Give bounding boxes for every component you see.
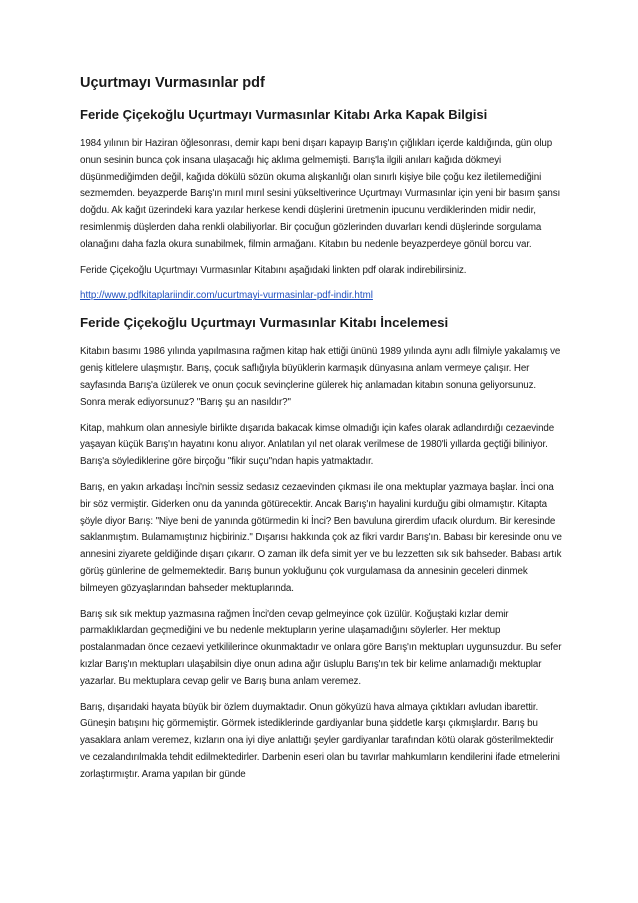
paragraph-back-cover: 1984 yılının bir Haziran öğlesonrası, demir kapı beni dışarı kapayıp Barış'ın çığlıkları içerde kaldığında, gün olup onun sesinin bunca çok insana ulaşacağı hiç aklıma gelmemişti. Barış'la ilgili anıları kağıda dökmeyi düşünmediğimden değil, kağıda dökülü sözün okuma alışkanlığı olan sınırlı kişiye bile çoğu kez iletilemediğini sezmemden. beyazperde Barış'ın mırıl mırıl sesini yükseltiverince Uçurtmayı Vurmasınlar için yeni bir basım şansı doğdu. Ak kağıt üzerindeki kara yazılar herkese kendi düşlerini üretmenin ipucunu verdiklerinden midir nedir, resimlenmiş düşlerden daha renkli olabiliyorlar. Bir çocuğun gözlerinden duvarları kendi düşlerinde sorgulama olanağını daha fazla okura sunabilmek, filmin armağanı. Kitabın bu nedenle beyazperdeye gönül borcu var. [80,138,561,250]
paragraph-review-2: Kitap, mahkum olan annesiyle birlikte dışarıda bakacak kimse olmadığı için kafes olarak adlandırdığı cezaevinde yaşayan küçük Barış'ın hayatını konu alıyor. Anlatılan yıl net olarak verilmese de 1980'li yıllarda geçtiği biliniyor. Barış'a söylediklerine göre birçoğu "fikir suçu"ndan hapis yatmaktadır. [80,422,555,468]
paragraph-review-3: Barış, en yakın arkadaşı İnci'nin sessiz sedasız cezaevinden çıkması ile ona mektuplar yazmaya başlar. İnci ona bir söz vermiştir. Giderken onu da yanında götürecektir. Ancak Barış'ın hayalini kurduğu gibi olmamıştır. Kitapta şöyle diyor Barış: "Niye beni de yanında götürmedin ki İnci? Ben bavuluna girerdim ufacık olurdum. Bir keresinde saklanmıştım. Bulamamıştınız hiçbiriniz." Dışarısı hakkında çok az fikri vardır Barış'ın. Babası bir keresinde onu ve annesini ziyarete geldiğinde dışarı çıkarır. O zaman ilk defa simit yer ve bu lezzetten sık sık bahseder. Babası artık görüş günlerine de gelmemektedir. Barış bunun yokluğunu çok vurgulamasa da annesinin geceleri dinmek bilmeyen gözyaşlarından bahseder mektuplarında. [80,481,562,594]
paragraph-review-1: Kitabın basımı 1986 yılında yapılmasına rağmen kitap hak ettiği ününü 1989 yılında aynı adlı filmiyle yakalamış ve geniş kitlelere ulaşmıştır. Barış, çocuk saflığıyla büyüklerin karmaşık dünyasına anlam vermeye çalışır. Her sayfasında Barış'a üzülerek ve onun çocuk sevinçlerine gülerek hiç anlamadan kitabın sonuna geliyorsunuz. Sonra merak ediyorsunuz? "Barış şu an nasıldır?" [80,346,561,408]
paragraph-review-4: Barış sık sık mektup yazmasına rağmen İnci'den cevap gelmeyince çok üzülür. Koğuştaki kızlar demir parmaklıklardan geçmediğini ve bu nedenle mektupların yerine ulaşamadığını söylerler. Her mektup postalanmadan önce cezaevi yetkililerince okunmaktadır ve onlara göre Barış'ın mektupları uygunsuzdur. Bu sefer kızlar Barış'ın mektupları ulaşabilsin diye onun adına ağır üsluplu Barış'ın tek bir kelime anlamadığı mektuplar yazarlar. Bu mektuplara cevap gelir ve Barış buna anlam veremez. [80,608,562,687]
section-heading-review: Feride Çiçekoğlu Uçurtmayı Vurmasınlar Kitabı İncelemesi [80,315,449,331]
document-title: Uçurtmayı Vurmasınlar pdf [80,75,265,91]
document-page [80,74,563,793]
paragraph-review-5: Barış, dışarıdaki hayata büyük bir özlem duymaktadır. Onun gökyüzü hava almaya çıktıkları avludan ibarettir. Güneşin batışını hiç görmemiştir. Görmek istediklerinde gardiyanlar buna şiddetle karşı çıkmışlardır. Barış bu yasaklara anlam veremez, kızların ona iyi diye anlattığı şeyler gardiyanlar tarafından kötü olarak gösterilmektedir ve cezalandırılmakla tehdit edilmektedirler. Darbenin eseri olan bu tavırlar mahkumların kendilerini ifade etmelerini zorlaştırmıştır. Arama yapılan bir günde [80,701,560,780]
paragraph-download-info: Feride Çiçekoğlu Uçurtmayı Vurmasınlar Kitabını aşağıdaki linkten pdf olarak indirebilirsiniz. [80,264,467,276]
section-heading-back-cover: Feride Çiçekoğlu Uçurtmayı Vurmasınlar Kitabı Arka Kapak Bilgisi [80,107,488,122]
download-link[interactable]: http://www.pdfkitaplariindir.com/ucurtmayi-vurmasinlar-pdf-indir.html [80,290,373,302]
